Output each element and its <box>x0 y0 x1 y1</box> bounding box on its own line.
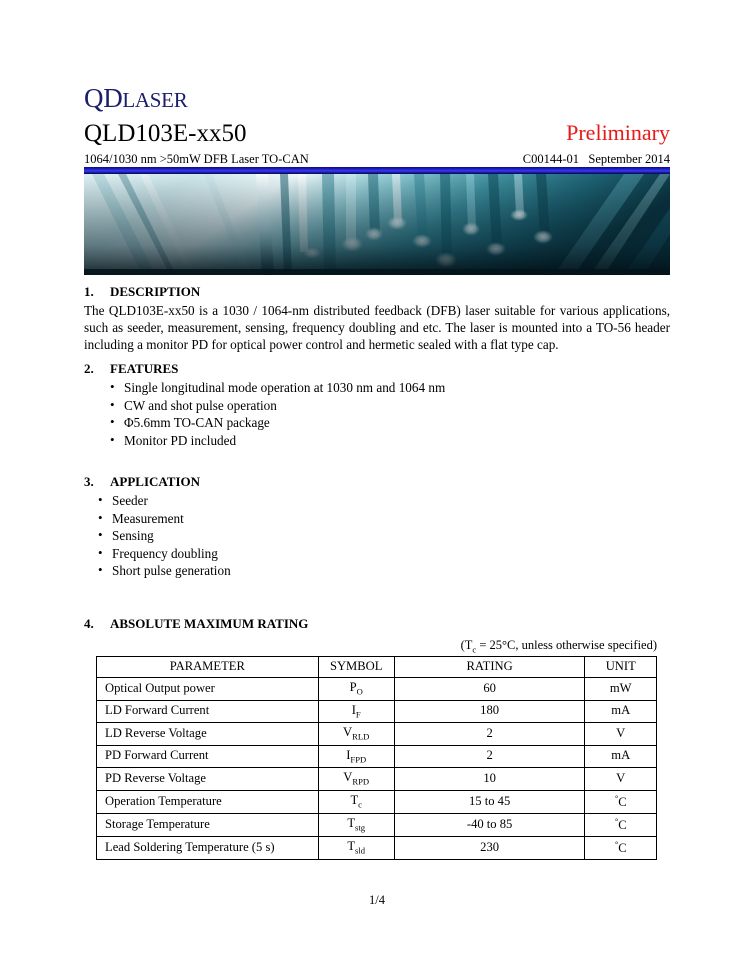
section-description-number: 1. <box>84 284 94 299</box>
page-footer <box>0 893 754 908</box>
table-row <box>97 790 657 813</box>
section-ratings-heading <box>84 616 670 632</box>
title-row <box>84 121 670 149</box>
symbol-base: T <box>347 816 356 831</box>
document-header <box>84 84 670 169</box>
section-application-heading <box>84 474 670 490</box>
section-ratings <box>84 616 670 632</box>
table-row <box>97 813 657 836</box>
cell-unit: V <box>585 768 657 791</box>
description-paragraph: The QLD103E-xx50 is a 1030 / 1064-nm distributed feedback (DFB) laser suitable for various applications, such as seeder, measurement, sensing, frequency doubling and etc. The laser is mounted into a TO-56 header including a monitor PD for optical power control and hermetic sealed with a flat type cap. <box>84 303 670 352</box>
section-description-heading <box>84 284 670 300</box>
symbol-base: I <box>346 747 351 762</box>
cell-symbol <box>318 745 394 768</box>
section-features-heading <box>84 361 670 377</box>
degree-symbol: ° <box>614 815 619 826</box>
degree-symbol: ° <box>614 792 619 803</box>
section-ratings-title: ABSOLUTE MAXIMUM RATING <box>110 616 309 631</box>
cell-symbol <box>318 700 394 723</box>
page-number: 1/4 <box>369 893 385 907</box>
table-row <box>97 836 657 859</box>
cell-symbol <box>318 790 394 813</box>
cell-parameter: PD Reverse Voltage <box>97 768 319 791</box>
cell-parameter: PD Forward Current <box>97 745 319 768</box>
product-subtitle: 1064/1030 nm >50mW DFB Laser TO-CAN <box>84 152 309 167</box>
symbol-base: V <box>343 770 353 785</box>
note-subscript: c <box>472 644 477 655</box>
fiber-optic-illustration <box>84 174 670 275</box>
list-item: • Measurement <box>98 510 670 528</box>
list-item: • Frequency doubling <box>98 545 670 563</box>
logo-suffix: LASER <box>122 88 188 112</box>
section-features-number: 2. <box>84 361 94 376</box>
symbol-subscript: F <box>355 709 361 720</box>
cell-symbol <box>318 723 394 746</box>
symbol-subscript: c <box>358 799 362 810</box>
cell-rating: 2 <box>394 745 585 768</box>
symbol-subscript: stg <box>355 822 366 833</box>
degree-symbol: ° <box>614 838 619 849</box>
cell-rating: 2 <box>394 723 585 746</box>
table-header <box>97 657 657 678</box>
cell-parameter: LD Forward Current <box>97 700 319 723</box>
cell-symbol <box>318 836 394 859</box>
symbol-subscript: sld <box>355 845 366 856</box>
cell-unit: °C <box>585 836 657 859</box>
column-header-parameter: PARAMETER <box>97 657 319 678</box>
cell-symbol <box>318 768 394 791</box>
list-item: • Seeder <box>98 492 670 510</box>
cell-symbol <box>318 813 394 836</box>
cell-parameter: Lead Soldering Temperature (5 s) <box>97 836 319 859</box>
header-rule <box>84 167 670 174</box>
application-list <box>98 492 670 580</box>
symbol-base: P <box>349 680 357 694</box>
cell-parameter: LD Reverse Voltage <box>97 723 319 746</box>
cell-parameter: Optical Output power <box>97 678 319 701</box>
cell-unit: mW <box>585 678 657 701</box>
absolute-maximum-rating-table <box>96 656 657 860</box>
list-item: • Short pulse generation <box>98 562 670 580</box>
section-application-number: 3. <box>84 474 94 489</box>
cell-rating: 180 <box>394 700 585 723</box>
list-item: • Single longitudinal mode operation at 1030 nm and 1064 nm <box>110 379 670 397</box>
table-header-row <box>97 657 657 678</box>
table-condition-note <box>84 638 657 655</box>
cell-unit: mA <box>585 745 657 768</box>
section-ratings-number: 4. <box>84 616 94 631</box>
symbol-subscript: O <box>356 686 363 697</box>
cell-unit: V <box>585 723 657 746</box>
table-row <box>97 700 657 723</box>
column-header-rating: RATING <box>394 657 585 678</box>
table-row <box>97 723 657 746</box>
document-code: C00144-01 September 2014 <box>522 152 670 167</box>
list-item: • Φ5.6mm TO-CAN package <box>110 414 670 432</box>
symbol-base: T <box>350 792 359 807</box>
symbol-base: T <box>347 839 356 854</box>
cell-unit: °C <box>585 813 657 836</box>
section-features-title: FEATURES <box>110 361 179 376</box>
cell-rating: 60 <box>394 678 585 701</box>
column-header-symbol: SYMBOL <box>318 657 394 678</box>
cell-unit: °C <box>585 790 657 813</box>
section-application <box>84 474 670 580</box>
table-row <box>97 768 657 791</box>
note-suffix: = 25°C, unless otherwise specified) <box>476 638 657 652</box>
list-item: • CW and shot pulse operation <box>110 397 670 415</box>
company-logo <box>84 84 670 112</box>
symbol-subscript: RPD <box>352 776 370 787</box>
cell-rating: -40 to 85 <box>394 813 585 836</box>
symbol-subscript: RLD <box>352 731 370 742</box>
symbol-base: V <box>343 725 353 740</box>
note-prefix: (T <box>460 638 473 652</box>
section-application-title: APPLICATION <box>110 474 201 489</box>
section-description <box>84 284 670 354</box>
banner-image <box>84 174 670 275</box>
cell-symbol <box>318 678 394 701</box>
list-item: • Sensing <box>98 527 670 545</box>
status-badge: Preliminary <box>566 120 670 146</box>
cell-rating: 230 <box>394 836 585 859</box>
logo-prefix: QD <box>84 83 123 113</box>
table-row <box>97 678 657 701</box>
column-header-unit: UNIT <box>585 657 657 678</box>
list-item: • Monitor PD included <box>110 432 670 450</box>
symbol-subscript: FPD <box>350 754 367 765</box>
section-description-title: DESCRIPTION <box>110 284 201 299</box>
table-body <box>97 678 657 860</box>
cell-rating: 10 <box>394 768 585 791</box>
model-number: QLD103E-xx50 <box>84 120 247 148</box>
symbol-base: I <box>351 702 356 717</box>
cell-parameter: Storage Temperature <box>97 813 319 836</box>
cell-unit: mA <box>585 700 657 723</box>
features-list <box>110 379 670 449</box>
table-row <box>97 745 657 768</box>
section-features <box>84 361 670 449</box>
cell-rating: 15 to 45 <box>394 790 585 813</box>
cell-parameter: Operation Temperature <box>97 790 319 813</box>
